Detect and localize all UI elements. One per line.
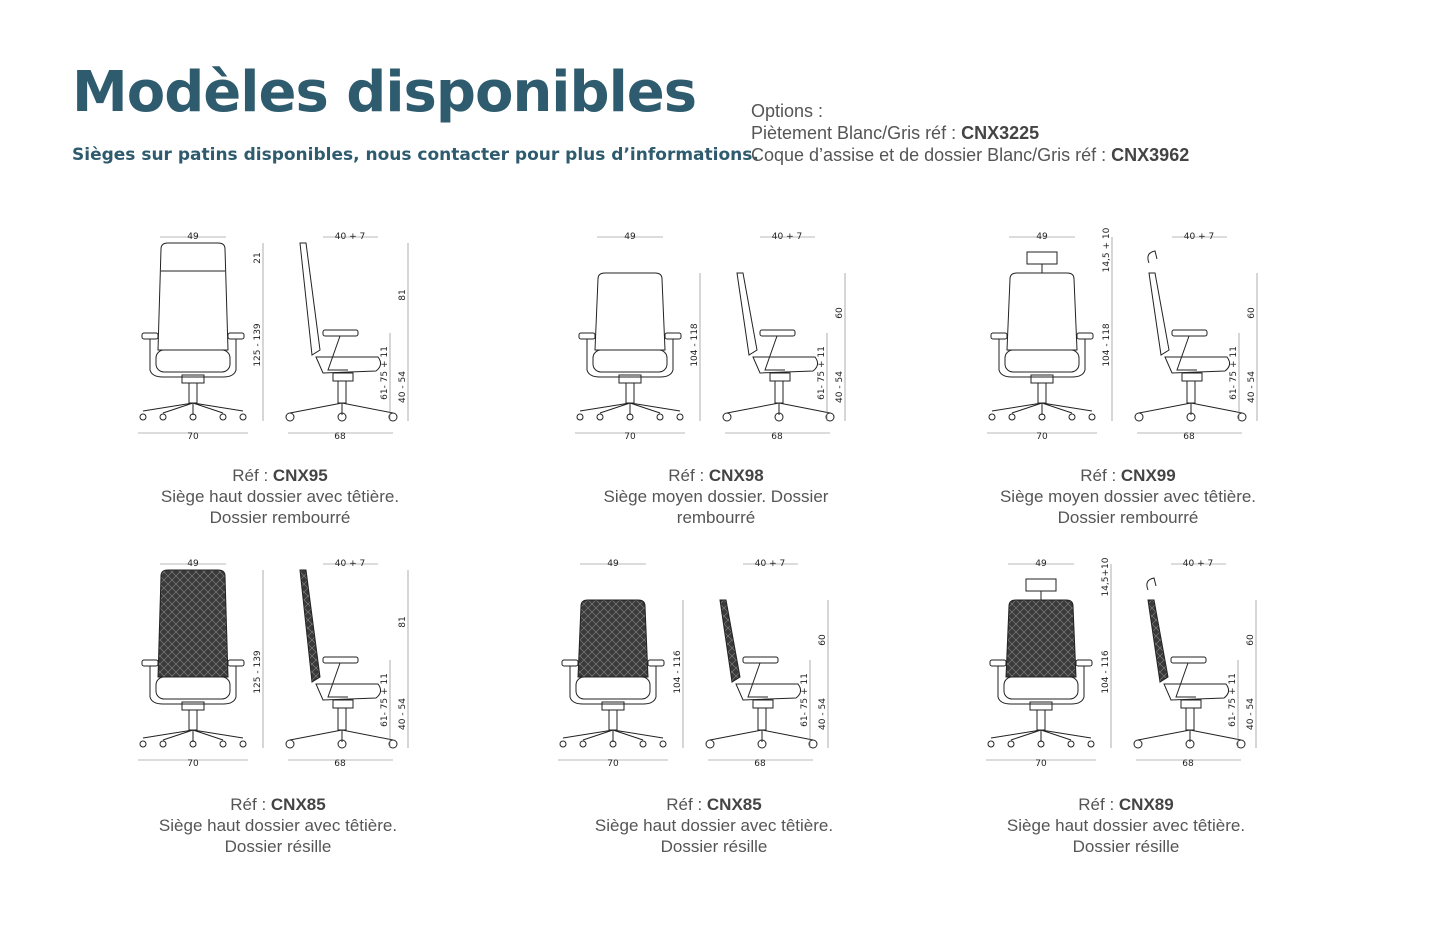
model-desc-2: Dossier résille	[224, 837, 332, 856]
dim-seat-a: 61- 75 + 11	[380, 673, 390, 727]
model-ref: CNX99	[1120, 466, 1176, 485]
gas-lift	[609, 710, 617, 730]
caster	[160, 741, 166, 747]
backrest-side	[1148, 600, 1168, 682]
base-star	[563, 730, 663, 742]
options-line-shell	[751, 144, 1189, 166]
base-star	[992, 403, 1092, 415]
mechanism	[182, 702, 204, 710]
dim-seat-a: 61- 75 + 11	[817, 346, 827, 400]
model-ref-label: Réf :	[232, 466, 273, 485]
backrest	[1007, 273, 1077, 350]
arm-frame	[587, 339, 673, 377]
dim-height: 104 - 116	[673, 650, 683, 694]
gas-lift-side	[1186, 708, 1194, 730]
dim-back: 81	[398, 289, 408, 301]
model-desc-1: Siège haut dossier avec têtière.	[158, 816, 398, 835]
caster-side	[1134, 740, 1142, 748]
model-caption	[916, 794, 1336, 857]
gas-lift	[189, 383, 197, 403]
armrest-side	[760, 330, 795, 336]
seat-side	[1164, 684, 1229, 700]
caster	[220, 414, 226, 420]
dim-base: 70	[187, 432, 199, 442]
armrest-left	[579, 333, 595, 339]
armrest-left	[990, 660, 1006, 666]
model-ref: CNX85	[270, 795, 326, 814]
caster	[240, 414, 246, 420]
dim-back: 60	[835, 307, 845, 319]
chair-drawing	[128, 552, 548, 782]
armrest-side	[323, 330, 358, 336]
caster	[160, 414, 166, 420]
model-caption	[506, 465, 926, 528]
model-ref-line	[506, 465, 926, 486]
options-base-text: Piètement Blanc/Gris réf :	[751, 123, 962, 143]
caster	[1069, 414, 1075, 420]
dim-width: 49	[607, 559, 619, 569]
dim-width: 49	[624, 232, 636, 242]
armrest-right	[228, 660, 244, 666]
model-ref-line	[68, 794, 488, 815]
caster	[1088, 741, 1094, 747]
dim-top: 14,5+10	[1101, 557, 1111, 597]
model-caption	[70, 465, 490, 528]
base-star	[143, 730, 243, 742]
model-desc-1: Siège moyen dossier. Dossier	[603, 487, 829, 506]
gas-lift-side	[338, 708, 346, 730]
dim-arm: 40 + 7	[1183, 232, 1215, 242]
mechanism	[182, 375, 204, 383]
seat	[1004, 677, 1078, 699]
backrest	[578, 600, 648, 677]
model-desc-1: Siège haut dossier avec têtière.	[594, 816, 834, 835]
seat-side	[1165, 357, 1230, 373]
headrest	[1026, 579, 1056, 591]
arm-support	[1177, 336, 1197, 370]
dim-depth: 68	[754, 759, 766, 769]
seat	[1005, 350, 1079, 372]
backrest-side	[300, 570, 320, 682]
seat-side	[736, 684, 801, 700]
page-title: Modèles disponibles	[72, 60, 697, 125]
gas-lift	[1038, 383, 1046, 403]
arm-support	[328, 336, 348, 370]
seat	[156, 350, 230, 372]
backrest	[595, 273, 665, 350]
options-label: Options :	[751, 101, 824, 121]
mechanism-side	[333, 700, 353, 708]
seat	[156, 677, 230, 699]
arm-frame	[150, 339, 236, 377]
dim-top: 14,5 + 10	[1102, 227, 1112, 273]
seat-side	[316, 357, 381, 373]
mechanism-side	[1181, 700, 1201, 708]
mechanism-side	[333, 373, 353, 381]
armrest-left	[562, 660, 578, 666]
caster	[577, 414, 583, 420]
armrest-left	[991, 333, 1007, 339]
caster	[560, 741, 566, 747]
caster	[657, 414, 663, 420]
dim-arm: 40 + 7	[334, 232, 366, 242]
armrest-left	[142, 660, 158, 666]
model-desc-2: rembourré	[676, 508, 756, 527]
model-desc-1: Siège haut dossier avec têtière.	[160, 487, 400, 506]
dim-width: 49	[1035, 559, 1047, 569]
options-shell-ref: CNX3962	[1111, 145, 1190, 165]
dim-seat-a: 61- 75 + 11	[1229, 346, 1239, 400]
options-base-ref: CNX3225	[961, 123, 1040, 143]
armrest-right	[1077, 333, 1093, 339]
caster	[1068, 741, 1074, 747]
dim-base: 70	[187, 759, 199, 769]
caster	[140, 414, 146, 420]
model-caption	[504, 794, 924, 857]
seat-side	[753, 357, 818, 373]
backrest	[158, 570, 228, 677]
dim-back: 60	[818, 634, 828, 646]
base-star	[580, 403, 680, 415]
gas-lift	[1037, 710, 1045, 730]
caster	[1009, 414, 1015, 420]
backrest-side	[720, 600, 740, 682]
arm-support	[1176, 663, 1196, 697]
dim-depth: 68	[771, 432, 783, 442]
mechanism-side	[753, 700, 773, 708]
chair-drawing	[977, 225, 1397, 455]
model-ref-label: Réf :	[230, 795, 271, 814]
caster-side	[706, 740, 714, 748]
arm-support	[765, 336, 785, 370]
backrest-side	[737, 273, 757, 355]
model-desc-2: Dossier résille	[660, 837, 768, 856]
gas-lift-side	[758, 708, 766, 730]
dim-seat-b: 40 - 54	[1247, 371, 1257, 403]
headrest-side	[1147, 578, 1156, 590]
caster-side	[723, 413, 731, 421]
seat	[576, 677, 650, 699]
armrest-side	[1172, 330, 1207, 336]
model-ref: CNX98	[708, 466, 764, 485]
dim-width: 49	[187, 559, 199, 569]
dim-height: 104 - 118	[1102, 323, 1112, 367]
model-ref-line	[504, 794, 924, 815]
backrest-side	[300, 243, 320, 355]
gas-lift	[626, 383, 634, 403]
options-block	[751, 100, 1189, 166]
base-star	[991, 730, 1091, 742]
armrest-right	[665, 333, 681, 339]
dim-arm: 40 + 7	[334, 559, 366, 569]
caster	[660, 741, 666, 747]
headrest	[1027, 252, 1057, 264]
chair-drawing	[976, 552, 1396, 782]
caster-side	[1135, 413, 1143, 421]
caster	[1008, 741, 1014, 747]
model-ref: CNX95	[272, 466, 328, 485]
dim-base: 70	[624, 432, 636, 442]
dim-seat-a: 61- 75 + 11	[380, 346, 390, 400]
caster	[988, 741, 994, 747]
dim-depth: 68	[1182, 759, 1194, 769]
seat-side	[316, 684, 381, 700]
dim-seat-b: 40 - 54	[1246, 698, 1256, 730]
dim-seat-a: 61- 75 + 11	[800, 673, 810, 727]
caster	[677, 414, 683, 420]
model-desc-1: Siège haut dossier avec têtière.	[1006, 816, 1246, 835]
dim-seat-a: 61- 75 + 11	[1228, 673, 1238, 727]
armrest-right	[648, 660, 664, 666]
dim-arm: 40 + 7	[1182, 559, 1214, 569]
dim-depth: 68	[334, 432, 346, 442]
caster	[989, 414, 995, 420]
caster	[597, 414, 603, 420]
gas-lift-side	[1187, 381, 1195, 403]
dim-back: 60	[1247, 307, 1257, 319]
model-ref-label: Réf :	[666, 795, 707, 814]
mechanism	[619, 375, 641, 383]
dim-height: 104 - 118	[690, 323, 700, 367]
model-desc-1: Siège moyen dossier avec têtière.	[999, 487, 1257, 506]
mechanism-side	[1182, 373, 1202, 381]
model-ref: CNX89	[1118, 795, 1174, 814]
chair-drawing	[548, 552, 968, 782]
dim-seat-b: 40 - 54	[398, 371, 408, 403]
backrest	[158, 243, 228, 350]
dim-base: 70	[1035, 759, 1047, 769]
seat	[593, 350, 667, 372]
dim-arm: 40 + 7	[754, 559, 786, 569]
caster	[220, 741, 226, 747]
dim-back: 60	[1246, 634, 1256, 646]
armrest-right	[1076, 660, 1092, 666]
gas-lift-side	[338, 381, 346, 403]
dim-depth: 68	[1183, 432, 1195, 442]
dim-height: 125 - 139	[253, 323, 263, 367]
dim-depth: 68	[334, 759, 346, 769]
dim-top: 21	[253, 252, 263, 264]
chair-drawing	[565, 225, 985, 455]
dim-seat-b: 40 - 54	[835, 371, 845, 403]
dim-seat-b: 40 - 54	[398, 698, 408, 730]
model-desc-2: Dossier résille	[1072, 837, 1180, 856]
mechanism	[602, 702, 624, 710]
dim-width: 49	[1036, 232, 1048, 242]
dim-seat-b: 40 - 54	[818, 698, 828, 730]
dim-arm: 40 + 7	[771, 232, 803, 242]
armrest-side	[323, 657, 358, 663]
model-caption	[68, 794, 488, 857]
model-ref-line	[918, 465, 1338, 486]
backrest-side	[1149, 273, 1169, 355]
caster	[580, 741, 586, 747]
dim-height: 125 - 139	[253, 650, 263, 694]
model-ref-label: Réf :	[1080, 466, 1121, 485]
model-ref: CNX85	[706, 795, 762, 814]
model-caption	[918, 465, 1338, 528]
armrest-side	[743, 657, 778, 663]
caster	[1089, 414, 1095, 420]
arm-frame	[999, 339, 1085, 377]
mechanism-side	[770, 373, 790, 381]
caster	[240, 741, 246, 747]
mechanism	[1031, 375, 1053, 383]
base-star	[143, 403, 243, 415]
backrest	[1006, 600, 1076, 677]
dim-base: 70	[607, 759, 619, 769]
options-line-base	[751, 122, 1189, 144]
armrest-side	[1171, 657, 1206, 663]
options-shell-text: Coque d’assise et de dossier Blanc/Gris réf :	[751, 145, 1112, 165]
arm-support	[328, 663, 348, 697]
model-desc-2: Dossier rembourré	[1057, 508, 1199, 527]
model-ref-line	[916, 794, 1336, 815]
gas-lift	[189, 710, 197, 730]
gas-lift-side	[775, 381, 783, 403]
caster	[140, 741, 146, 747]
mechanism	[1030, 702, 1052, 710]
armrest-right	[228, 333, 244, 339]
arm-support	[748, 663, 768, 697]
chair-drawing	[128, 225, 548, 455]
caster-side	[286, 740, 294, 748]
model-desc-2: Dossier rembourré	[209, 508, 351, 527]
dim-width: 49	[187, 232, 199, 242]
caster	[640, 741, 646, 747]
model-ref-line	[70, 465, 490, 486]
model-ref-label: Réf :	[1078, 795, 1119, 814]
dim-back: 81	[398, 616, 408, 628]
caster-side	[286, 413, 294, 421]
armrest-left	[142, 333, 158, 339]
page-subtitle: Sièges sur patins disponibles, nous contacter pour plus d’informations.	[72, 145, 759, 165]
model-ref-label: Réf :	[668, 466, 709, 485]
headrest-side	[1148, 251, 1157, 263]
dim-height: 104 - 116	[1101, 650, 1111, 694]
dim-base: 70	[1036, 432, 1048, 442]
